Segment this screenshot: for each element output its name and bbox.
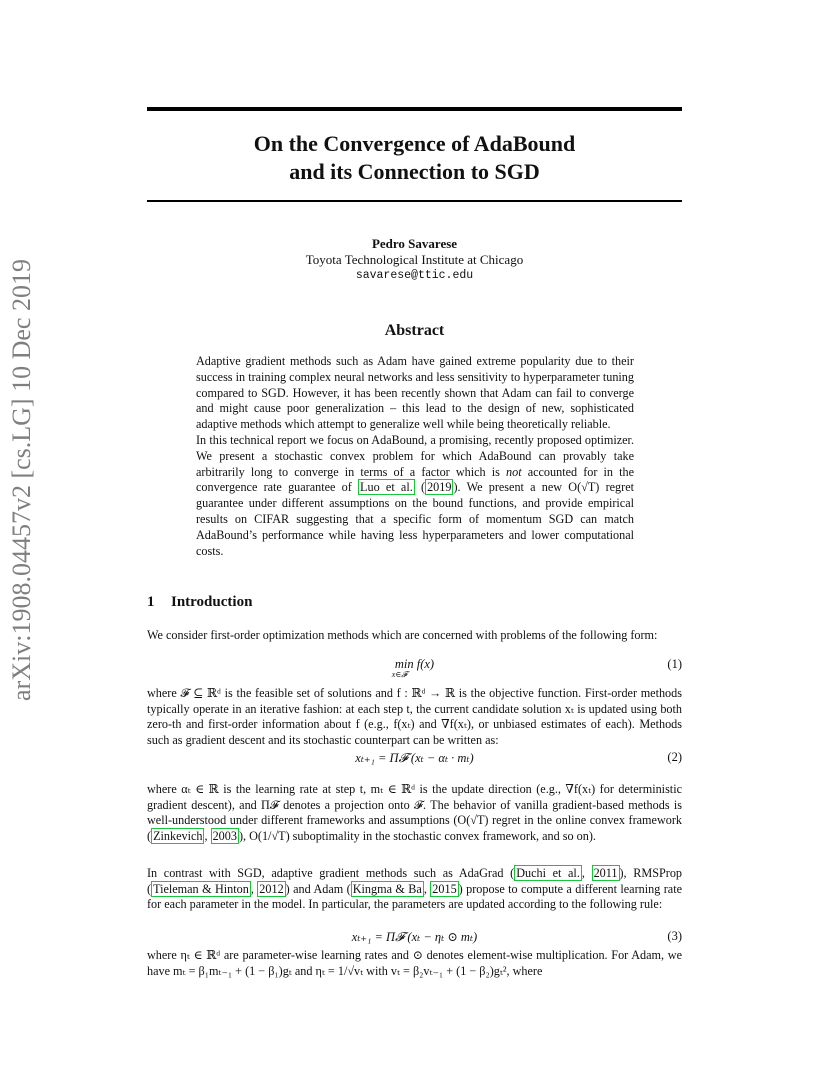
p3-text-b: ), O(1/√T) suboptimality in the stochastic convex framework, and so on). <box>238 828 596 843</box>
intro-paragraph-2 <box>147 686 682 748</box>
paragraph-text: where 𝓕 ⊆ ℝᵈ is the feasible set of solutions and f : ℝᵈ → ℝ is the objective function. First-order methods typically operate in an iterative fashion: at each step t, the current candidate solution xₜ is updated using both zero-th and first-order information about f (e.g., f(xₜ) and ∇f(xₜ), or unbiased estimates of each). Methods such as gradient descent and its stochastic counterpart can be written as: <box>147 686 682 747</box>
paragraph-text: We consider first-order optimization methods which are concerned with problems of the following form: <box>147 628 658 642</box>
abstract-paragraph-2: In this technical report we focus on AdaBound, a promising, recently proposed optimizer. We present a stochastic convex problem for which AdaBound can provably take arbitrarily long to converge in terms of a factor which is not accounted for in the convergence rate guarantee of Luo et al. ( 2019 ). We present a new O(√T) regret guarantee under different assumptions on the bound functions, and provide empirical results on CIFAR suggesting that a specific form of momentum SGD can match AdaBound’s performance while having less hyperparameters and lower computational costs. <box>196 432 635 558</box>
citation-link[interactable]: Luo et al. <box>360 480 413 495</box>
title-top-rule <box>147 107 682 111</box>
abstract-heading: Abstract <box>384 322 445 339</box>
p4-text-b: ), RMSProp ( <box>147 866 683 896</box>
intro-paragraph-1 <box>147 628 682 644</box>
author-name: Pedro Savarese <box>371 236 458 251</box>
equation-2 <box>147 750 682 766</box>
intro-paragraph-3 <box>147 782 682 844</box>
citation-link[interactable]: 2003 <box>212 828 237 843</box>
equation-3 <box>147 929 682 945</box>
author-block <box>147 236 682 284</box>
equation-1-body: min f(x) <box>394 657 435 671</box>
p3-text-a: where αₜ ∈ ℝ is the learning rate at step t, mₜ ∈ ℝᵈ is the update direction (e.g., ∇f(xₜ) for deterministic gradient descent), and Π𝓕 denotes a projection onto 𝓕. The behavior of vanilla gradient-based methods is well-understood under different frameworks and assumptions (O(√T) regret in the online convex framework ( <box>147 782 682 843</box>
abstract-p2-text-c: ). We present a new O(√T) regret guarantee under different assumptions on the bound functions, and provide empirical results on CIFAR suggesting that a specific form of momentum SGD can match AdaBound’s performance while having less hyperparameters and lower computational costs. <box>196 480 635 558</box>
equation-1 <box>147 657 682 683</box>
section-number: 1 <box>147 594 155 610</box>
title-line-2: and its Connection to SGD <box>289 159 540 184</box>
title-bottom-rule <box>147 200 682 202</box>
citation-link[interactable]: 2015 <box>432 881 457 896</box>
author-affiliation: Toyota Technological Institute at Chicago <box>305 252 524 267</box>
citation-link[interactable]: Kingma & Ba <box>352 881 422 896</box>
citation-link[interactable]: 2011 <box>593 866 618 880</box>
title-line-1: On the Convergence of AdaBound <box>253 131 576 156</box>
citation-link[interactable]: 2019 <box>427 480 452 495</box>
citation-link[interactable]: Duchi et al. <box>516 866 580 880</box>
p4-text-a: In contrast with SGD, adaptive gradient methods such as AdaGrad ( <box>147 866 515 880</box>
abstract-p2-text-b: accounted for in the convergence rate guarantee of <box>196 464 635 495</box>
citation-link[interactable]: 2012 <box>259 881 284 896</box>
equation-2-number: (2) <box>667 750 682 764</box>
equation-1-subscript: x∈𝓕 <box>391 670 408 679</box>
arxiv-side-label <box>0 0 44 1072</box>
section-heading <box>147 594 252 611</box>
abstract-p2-emphasis: not <box>506 464 522 479</box>
citation-link[interactable]: Tieleman & Hinton <box>153 881 249 896</box>
abstract-body <box>196 354 634 559</box>
equation-1-expr <box>147 657 682 680</box>
p4-text-d: ) propose to compute a different learning rate for each parameter in the model. In particular, the parameters are updated according to the following rule: <box>147 881 682 912</box>
arxiv-identifier: arXiv:1908.04457v2 [cs.LG] 10 Dec 2019 <box>7 259 36 701</box>
paragraph-text: In contrast with SGD, adaptive gradient methods such as AdaGrad ( Duchi et al. , 2011 ), RMSProp ( Tieleman & Hinton , 2012 ) and Adam ( Kingma & Ba , 2015 ) propose to compute a different learning rate for each parameter in the model. In particular, the parameters are updated according to the following rule: <box>147 866 683 912</box>
paragraph-text: where ηₜ ∈ ℝᵈ are parameter-wise learning rates and ⊙ denotes element-wise multiplication. For Adam, we have mₜ = β₁mₜ₋₁ + (1 − β₁)gₜ and ηₜ = 1/√vₜ with vₜ = β₂vₜ₋₁ + (1 − β₂)gₜ², where <box>147 948 682 978</box>
equation-3-number: (3) <box>667 929 682 943</box>
paper-title <box>147 130 682 186</box>
equation-2-expr: xₜ₊₁ = Π𝓕 (xₜ − αₜ · mₜ) <box>355 751 474 765</box>
equation-3-expr: xₜ₊₁ = Π𝓕 (xₜ − ηₜ ⊙ mₜ) <box>351 930 478 944</box>
intro-paragraph-5 <box>147 948 682 979</box>
p4-text-c: ) and Adam ( <box>285 881 351 896</box>
abstract-p2-text-a: In this technical report we focus on AdaBound, a promising, recently proposed optimizer. We present a stochastic convex problem for which AdaBound can provably take arbitrarily long to converge in terms of a factor which is <box>196 432 634 479</box>
equation-1-number: (1) <box>667 657 682 671</box>
author-email: savarese@ttic.edu <box>355 269 474 282</box>
abstract-paragraph-1: Adaptive gradient methods such as Adam have gained extreme popularity due to their success in training complex neural networks and less sensitivity to hyperparameter tuning compared to SGD. However, it has been recently shown that Adam can fail to converge and might cause poor generalization – this lead to the design of new, sophisticated adaptive methods which attempt to generalize well while being theoretically reliable. <box>196 354 634 432</box>
citation-link[interactable]: Zinkevich <box>153 828 203 843</box>
intro-paragraph-4 <box>147 866 682 913</box>
section-title: Introduction <box>171 594 253 610</box>
paragraph-text: where αₜ ∈ ℝ is the learning rate at step t, mₜ ∈ ℝᵈ is the update direction (e.g., ∇f(xₜ) for deterministic gradient descent), and Π𝓕 denotes a projection onto 𝓕. The behavior of vanilla gradient-based methods is well-understood under different frameworks and assumptions (O(√T) regret in the online convex framework ( Zinkevich , 2003 ), O(1/√T) suboptimality in the stochastic convex framework, and so on). <box>147 782 682 843</box>
